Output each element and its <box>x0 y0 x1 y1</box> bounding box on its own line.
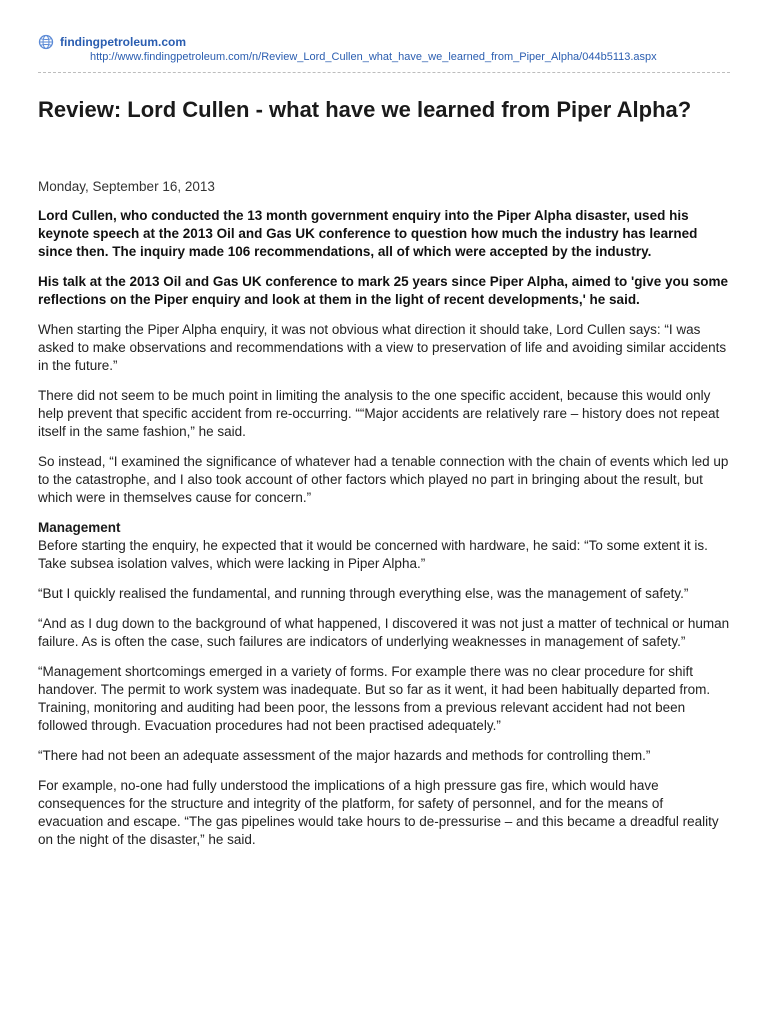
body-paragraph: So instead, “I examined the significance of whatever had a tenable connection with the chain of events which led up to the catastrophe, and I also took account of other factors which played no part in bringing about the result, but which were in themselves cause for concern.” <box>38 454 729 505</box>
lead-paragraph: Lord Cullen, who conducted the 13 month government enquiry into the Piper Alpha disaster, used his keynote speech at the 2013 Oil and Gas UK conference to question how much the industry has learned since then. The inquiry made 106 recommendations, all of which were accepted by the industry. <box>38 208 698 259</box>
body-paragraph: Before starting the enquiry, he expected that it would be concerned with hardware, he said: “To some extent it is. Take subsea isolation valves, which were lacking in Piper Alpha.” <box>38 538 708 571</box>
section-heading: Management <box>38 520 121 535</box>
lead-paragraph: His talk at the 2013 Oil and Gas UK conference to mark 25 years since Piper Alpha, aimed to 'give you some reflections on the Piper enquiry and look at them in the light of recent developments,' he said. <box>38 274 728 307</box>
article-url-link[interactable]: http://www.findingpetroleum.com/n/Review_Lord_Cullen_what_have_we_learned_from_Piper_Alpha/044b5113.aspx <box>90 51 657 63</box>
body-paragraph: For example, no-one had fully understood the implications of a high pressure gas fire, which would have consequences for the structure and integrity of the platform, for safety of personnel, and for the means of evacuation and escape. “The gas pipelines would take hours to de-pressurise – and this became a dreadful reality on the night of the disaster,” he said. <box>38 778 719 847</box>
article-title: Review: Lord Cullen - what have we learned from Piper Alpha? <box>38 97 692 122</box>
globe-icon <box>38 34 54 50</box>
article-date: Monday, September 16, 2013 <box>38 179 215 194</box>
body-paragraph: There did not seem to be much point in limiting the analysis to the one specific accident, because this would only help prevent that specific accident from re-occurring. ““Major accidents are relatively rare – history does not repeat itself in the same fashion,” he said. <box>38 388 720 439</box>
site-name-link[interactable]: findingpetroleum.com <box>60 35 186 49</box>
site-row <box>38 34 186 50</box>
header-divider <box>38 72 730 73</box>
body-paragraph: “But I quickly realised the fundamental, and running through everything else, was the management of safety.” <box>38 586 689 601</box>
source-header <box>38 0 730 74</box>
body-paragraph: When starting the Piper Alpha enquiry, it was not obvious what direction it should take, Lord Cullen says: “I was asked to make observations and recommendations with a view to preservation of life and avoiding similar accidents in the future.” <box>38 322 727 373</box>
management-section <box>38 519 730 849</box>
body-paragraph: “And as I dug down to the background of what happened, I discovered it was not just a matter of technical or human failure. As is often the case, such failures are indicators of underlying weaknesses in management of safety.” <box>38 616 730 649</box>
body-paragraph: “Management shortcomings emerged in a variety of forms. For example there was no clear procedure for shift handover. The permit to work system was inadequate. But so far as it went, it had been habitually departed from. Training, monitoring and auditing had been poor, the lessons from a previous relevant accident had not been followed through. Evacuation procedures had not been practised adequately.” <box>38 664 711 733</box>
body-paragraph: “There had not been an adequate assessment of the major hazards and methods for controlling them.” <box>38 748 651 763</box>
article-body <box>38 178 730 861</box>
